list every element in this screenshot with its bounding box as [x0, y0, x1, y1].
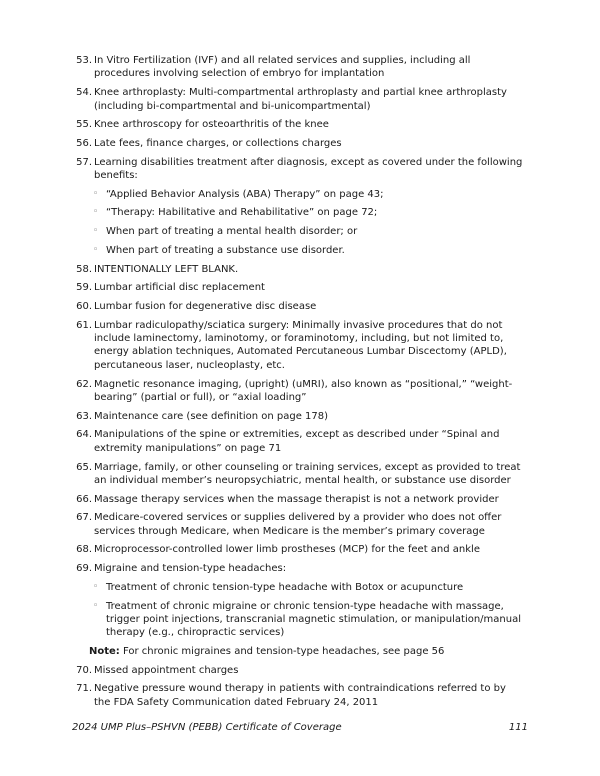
item-number: 68.	[76, 544, 92, 556]
list-item	[76, 319, 524, 373]
item-number: 64.	[76, 429, 92, 441]
sub-item-text: When part of treating a substance use disorder.	[106, 244, 345, 256]
item-number: 59.	[76, 282, 92, 294]
item-text: Manipulations of the spine or extremities, except as described under “Spinal and extremity manipulations” on page 71	[94, 429, 500, 454]
bullet-icon: ◦	[93, 244, 99, 255]
item-text: In Vitro Fertilization (IVF) and all related services and supplies, including all procedures involving selection of embryo for implantation	[94, 55, 471, 80]
sub-list-item	[93, 600, 524, 640]
item-number: 65.	[76, 461, 92, 473]
item-text: Maintenance care (see definition on page 178)	[94, 410, 329, 422]
item-number: 67.	[76, 512, 92, 524]
sub-item-text: Treatment of chronic migraine or chronic tension-type headache with massage, trigger point injections, transcranial magnetic stimulation, or manipulation/manual therapy (e.g., chiropractic services)	[106, 600, 521, 639]
item-number: 63.	[76, 410, 92, 422]
item-number: 57.	[76, 156, 92, 168]
note-label: Note:	[89, 646, 120, 658]
list-item	[76, 410, 524, 423]
item-text: Negative pressure wound therapy in patients with contraindications referred to by the FDA Safety Communication dated February 24, 2011	[94, 683, 506, 708]
item-text: Missed appointment charges	[94, 664, 239, 676]
item-number: 54.	[76, 87, 92, 99]
list-item	[76, 682, 524, 709]
list-item	[76, 156, 524, 183]
sub-item-text: Treatment of chronic tension-type headache with Botox or acupuncture	[106, 581, 464, 593]
item-text: Magnetic resonance imaging, (upright) (uMRI), also known as “positional,” “weight-bearing” (partial or full), or “axial loading”	[94, 378, 513, 403]
sub-list-item	[93, 581, 524, 594]
item-number: 58.	[76, 263, 92, 275]
bullet-icon: ◦	[93, 600, 99, 611]
item-text: Lumbar radiculopathy/sciatica surgery: Minimally invasive procedures that do not include laminectomy, laminotomy, or foraminotomy, including, but not limited to, energy ablation techniques, Automated Percutaneous Lumbar Discectomy (APLD), percutaneous laser, nucleoplasty, etc.	[94, 319, 507, 371]
item-text: Knee arthroplasty: Multi-compartmental arthroplasty and partial knee arthroplasty (including bi-compartmental and bi-unicompartmental)	[94, 87, 507, 112]
page-footer	[72, 722, 528, 733]
item-number: 55.	[76, 119, 92, 131]
list-item	[76, 263, 524, 276]
list-item	[76, 493, 524, 506]
item-text: INTENTIONALLY LEFT BLANK.	[94, 263, 239, 275]
item-number: 71.	[76, 683, 92, 695]
sub-item-text: “Applied Behavior Analysis (ABA) Therapy” on page 43;	[106, 188, 384, 200]
item-number: 61.	[76, 319, 92, 331]
item-text: Knee arthroscopy for osteoarthritis of the knee	[94, 119, 329, 131]
list-item	[76, 300, 524, 313]
sub-item-text: When part of treating a mental health disorder; or	[106, 226, 358, 238]
sub-item-text: “Therapy: Habilitative and Rehabilitative” on page 72;	[106, 207, 378, 219]
item-text: Learning disabilities treatment after diagnosis, except as covered under the following benefits:	[94, 156, 523, 182]
list-item	[76, 118, 524, 131]
bullet-icon: ◦	[93, 581, 99, 592]
sub-list-item	[93, 244, 524, 257]
sub-list-item	[93, 188, 524, 201]
list-item	[76, 511, 524, 538]
item-text: Marriage, family, or other counseling or training services, except as provided to treat an individual member’s neuropsychiatric, mental health, or substance use disorder	[94, 461, 521, 486]
item-text: Microprocessor-controlled lower limb prostheses (MCP) for the feet and ankle	[94, 544, 480, 556]
item-text: Massage therapy services when the massage therapist is not a network provider	[94, 493, 499, 505]
sub-list-item	[93, 225, 524, 238]
item-number: 70.	[76, 664, 92, 676]
note-text: For chronic migraines and tension-type headaches, see page 56	[119, 646, 445, 658]
list-item	[76, 378, 524, 405]
item-number: 56.	[76, 137, 92, 149]
list-item	[76, 54, 524, 81]
item-number: 60.	[76, 300, 92, 312]
note	[89, 645, 524, 658]
exclusions-list	[0, 54, 600, 715]
footer-title: 2024 UMP Plus–PSHVN (PEBB) Certificate of Coverage	[72, 722, 342, 733]
item-text: Late fees, finance charges, or collections charges	[94, 137, 342, 149]
bullet-icon: ◦	[93, 226, 99, 237]
item-number: 69.	[76, 563, 92, 575]
list-item	[76, 461, 524, 488]
list-item	[76, 86, 524, 113]
item-text: Lumbar fusion for degenerative disc disease	[94, 300, 317, 312]
bullet-icon: ◦	[93, 207, 99, 218]
item-number: 66.	[76, 493, 92, 505]
item-number: 53.	[76, 55, 92, 66]
item-text: Medicare-covered services or supplies delivered by a provider who does not offer services through Medicare, when Medicare is the member’s primary coverage	[94, 512, 502, 537]
list-item	[76, 664, 524, 677]
item-text: Migraine and tension-type headaches:	[94, 563, 287, 575]
bullet-icon: ◦	[93, 188, 99, 199]
list-item	[76, 562, 524, 575]
list-item	[76, 137, 524, 150]
page-number: 111	[508, 722, 528, 733]
sub-list-item	[93, 206, 524, 219]
item-number: 62.	[76, 378, 92, 390]
item-text: Lumbar artificial disc replacement	[94, 282, 265, 294]
list-item	[76, 543, 524, 556]
list-item	[76, 428, 524, 455]
list-item	[76, 281, 524, 294]
